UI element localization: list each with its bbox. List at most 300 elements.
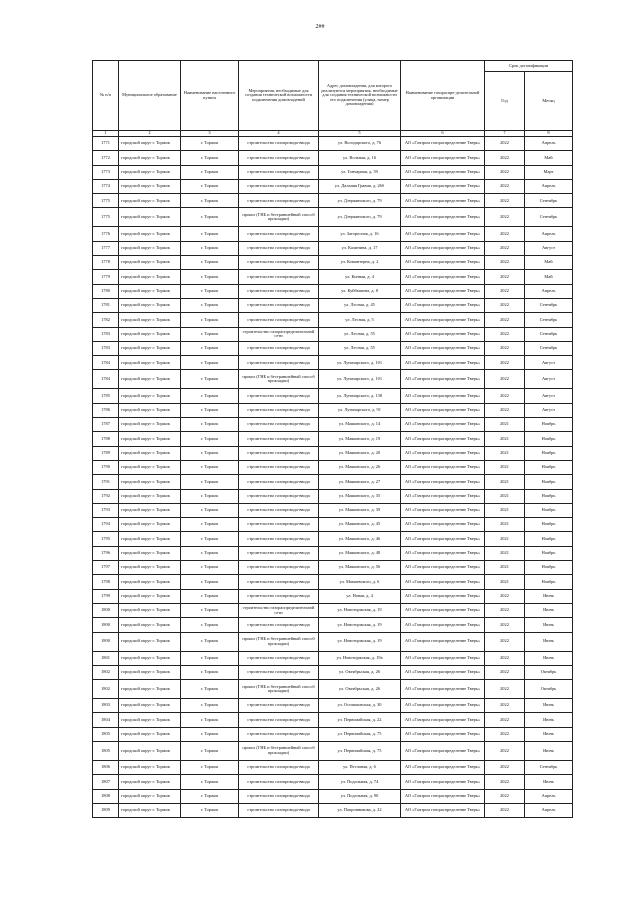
cell-month: Сентябрь (525, 760, 573, 774)
cell-settlement: г. Торжок (181, 313, 239, 327)
cell-settlement: г. Торжок (181, 194, 239, 208)
cell-no: 1781 (93, 298, 119, 312)
header-measures: Мероприятия, необходимые для создания технической возможности подключения домовладений (239, 61, 319, 131)
column-number: 3 (181, 131, 239, 137)
table-row (93, 741, 573, 760)
cell-measures: строительство газопровода-ввода (239, 356, 319, 370)
cell-municipality: городской округ г. Торжок (119, 713, 181, 727)
cell-year: 2021 (485, 546, 525, 560)
cell-address: ул. Новоторжская, д. 19 (319, 618, 401, 632)
cell-org: АО «Газпром газораспределение Тверь» (401, 137, 485, 151)
cell-measures: строительство газопровода-ввода (239, 298, 319, 312)
cell-org: АО «Газпром газораспределение Тверь» (401, 727, 485, 741)
cell-no: 1801 (93, 651, 119, 665)
cell-org: АО «Газпром газораспределение Тверь» (401, 760, 485, 774)
cell-measures: строительство газопровода-ввода (239, 489, 319, 503)
cell-measures: прокол (ГНБ и бестраншейный способ прокладки) (239, 632, 319, 651)
cell-municipality: городской округ г. Торжок (119, 341, 181, 355)
cell-address: ул. Маяковского, д. 48 (319, 546, 401, 560)
cell-settlement: г. Торжок (181, 208, 239, 227)
cell-month: Июнь (525, 632, 573, 651)
cell-address: ул. Новая, д. 4 (319, 589, 401, 603)
cell-no: 1785 (93, 389, 119, 403)
header-org: Наименование газораспре-делительной организации (401, 61, 485, 131)
table-row (93, 327, 573, 341)
cell-year: 2021 (485, 418, 525, 432)
gasification-table (92, 60, 573, 818)
cell-municipality: городской округ г. Торжок (119, 270, 181, 284)
cell-municipality: городской округ г. Торжок (119, 298, 181, 312)
cell-measures: строительство газопровода-ввода (239, 284, 319, 298)
cell-measures: строительство газопровода-ввода (239, 313, 319, 327)
cell-address: ул. Лесная, д. 5 (319, 313, 401, 327)
cell-settlement: г. Торжок (181, 446, 239, 460)
cell-settlement: г. Торжок (181, 460, 239, 474)
cell-address: ул. Гончарная, д. 59 (319, 165, 401, 179)
cell-address: ул. Маяковского, д. 14 (319, 418, 401, 432)
cell-settlement: г. Торжок (181, 151, 239, 165)
cell-settlement: г. Торжок (181, 298, 239, 312)
cell-no: 1771 (93, 137, 119, 151)
cell-month: Июнь (525, 713, 573, 727)
cell-year: 2021 (485, 460, 525, 474)
cell-settlement: г. Торжок (181, 179, 239, 193)
cell-year: 2022 (485, 632, 525, 651)
cell-org: АО «Газпром газораспределение Тверь» (401, 632, 485, 651)
cell-month: Сентябрь (525, 341, 573, 355)
cell-org: АО «Газпром газораспределение Тверь» (401, 341, 485, 355)
cell-settlement: г. Торжок (181, 475, 239, 489)
cell-settlement: г. Торжок (181, 356, 239, 370)
cell-month: Ноябрь (525, 418, 573, 432)
column-number: 4 (239, 131, 319, 137)
cell-year: 2021 (485, 503, 525, 517)
cell-municipality: городской округ г. Торжок (119, 789, 181, 803)
table-row (93, 575, 573, 589)
cell-settlement: г. Торжок (181, 327, 239, 341)
cell-month: Сентябрь (525, 313, 573, 327)
table-row (93, 489, 573, 503)
cell-measures: строительство газопровода-ввода (239, 699, 319, 713)
cell-address: ул. Маяковского, д. 56 (319, 561, 401, 575)
cell-municipality: городской округ г. Торжок (119, 518, 181, 532)
cell-settlement: г. Торжок (181, 713, 239, 727)
cell-year: 2021 (485, 489, 525, 503)
cell-address: ул. Заторосная, д. 16 (319, 227, 401, 241)
cell-org: АО «Газпром газораспределение Тверь» (401, 741, 485, 760)
cell-year: 2022 (485, 389, 525, 403)
cell-year: 2022 (485, 227, 525, 241)
cell-measures: строительство газопровода-ввода (239, 341, 319, 355)
cell-settlement: г. Торжок (181, 241, 239, 255)
cell-measures: строительство газопровода-ввода (239, 227, 319, 241)
cell-no: 1782 (93, 313, 119, 327)
cell-no: 1784 (93, 356, 119, 370)
cell-year: 2022 (485, 651, 525, 665)
cell-settlement: г. Торжок (181, 389, 239, 403)
table-row (93, 341, 573, 355)
cell-address: ул. Подольная, д. 74 (319, 775, 401, 789)
cell-year: 2022 (485, 680, 525, 699)
table-row (93, 589, 573, 603)
cell-month: Апрель (525, 284, 573, 298)
cell-settlement: г. Торжок (181, 432, 239, 446)
cell-org: АО «Газпром газораспределение Тверь» (401, 680, 485, 699)
cell-month: Июнь (525, 699, 573, 713)
cell-municipality: городской округ г. Торжок (119, 446, 181, 460)
table-row (93, 151, 573, 165)
cell-org: АО «Газпром газораспределение Тверь» (401, 699, 485, 713)
column-number: 8 (525, 131, 573, 137)
cell-address: ул. Первомайская, д. 75 (319, 741, 401, 760)
cell-year: 2022 (485, 789, 525, 803)
cell-address: ул. Октябрьская, д. 26 (319, 665, 401, 679)
cell-settlement: г. Торжок (181, 680, 239, 699)
cell-address: ул. Маяковского, д. 27 (319, 475, 401, 489)
cell-no: 1783 (93, 341, 119, 355)
cell-month: Сентябрь (525, 327, 573, 341)
cell-settlement: г. Торжок (181, 803, 239, 817)
cell-month: Ноябрь (525, 575, 573, 589)
cell-no: 1775 (93, 194, 119, 208)
cell-no: 1793 (93, 503, 119, 517)
cell-year: 2022 (485, 603, 525, 617)
cell-municipality: городской округ г. Торжок (119, 532, 181, 546)
cell-settlement: г. Торжок (181, 618, 239, 632)
header-municipality: Муниципальное образование (119, 61, 181, 131)
cell-no: 1807 (93, 775, 119, 789)
cell-no: 1792 (93, 489, 119, 503)
table-row (93, 618, 573, 632)
cell-address: ул. Дзержинского, д. 79 (319, 208, 401, 227)
cell-no: 1790 (93, 460, 119, 474)
cell-year: 2021 (485, 432, 525, 446)
table-row (93, 713, 573, 727)
cell-org: АО «Газпром газораспределение Тверь» (401, 618, 485, 632)
cell-no: 1805 (93, 741, 119, 760)
cell-measures: строительство газопровода-ввода (239, 194, 319, 208)
table-row (93, 208, 573, 227)
cell-municipality: городской округ г. Торжок (119, 137, 181, 151)
cell-settlement: г. Торжок (181, 227, 239, 241)
cell-no: 1777 (93, 241, 119, 255)
cell-org: АО «Газпром газораспределение Тверь» (401, 589, 485, 603)
cell-year: 2022 (485, 270, 525, 284)
cell-measures: строительство газопровода-ввода (239, 546, 319, 560)
cell-org: АО «Газпром газораспределение Тверь» (401, 432, 485, 446)
cell-address: ул. Маяковского, д. 19 (319, 432, 401, 446)
table-row (93, 194, 573, 208)
header-settlement: Наименование населенного пункта (181, 61, 239, 131)
cell-org: АО «Газпром газораспределение Тверь» (401, 313, 485, 327)
cell-measures: строительство газопровода-ввода (239, 665, 319, 679)
cell-year: 2022 (485, 179, 525, 193)
cell-no: 1772 (93, 151, 119, 165)
cell-measures: строительство газораспределительной сети (239, 327, 319, 341)
cell-settlement: г. Торжок (181, 561, 239, 575)
cell-municipality: городской округ г. Торжок (119, 241, 181, 255)
cell-measures: строительство газопровода-ввода (239, 137, 319, 151)
cell-no: 1794 (93, 518, 119, 532)
cell-municipality: городской округ г. Торжок (119, 165, 181, 179)
cell-settlement: г. Торжок (181, 403, 239, 417)
cell-municipality: городской округ г. Торжок (119, 651, 181, 665)
cell-address: ул. Подольная, д. 90 (319, 789, 401, 803)
cell-no: 1797 (93, 561, 119, 575)
cell-measures: прокол (ГНБ и бестраншейный способ прокладки) (239, 208, 319, 227)
cell-measures: прокол (ГНБ и бестраншейный способ прокладки) (239, 370, 319, 389)
cell-settlement: г. Торжок (181, 741, 239, 760)
table-row (93, 603, 573, 617)
cell-address: ул. Володарского, д. 76 (319, 137, 401, 151)
cell-settlement: г. Торжок (181, 284, 239, 298)
table-row (93, 727, 573, 741)
column-number: 7 (485, 131, 525, 137)
cell-measures: строительство газопровода-ввода (239, 403, 319, 417)
cell-no: 1784 (93, 370, 119, 389)
cell-measures: строительство газопровода-ввода (239, 589, 319, 603)
cell-year: 2022 (485, 327, 525, 341)
cell-municipality: городской округ г. Торжок (119, 665, 181, 679)
cell-measures: строительство газопровода-ввода (239, 270, 319, 284)
cell-measures: строительство газопровода-ввода (239, 418, 319, 432)
cell-month: Ноябрь (525, 489, 573, 503)
cell-org: АО «Газпром газораспределение Тверь» (401, 803, 485, 817)
cell-no: 1808 (93, 789, 119, 803)
cell-municipality: городской округ г. Торжок (119, 389, 181, 403)
cell-org: АО «Газпром газораспределение Тверь» (401, 546, 485, 560)
header-no: № п/п (93, 61, 119, 131)
cell-settlement: г. Торжок (181, 665, 239, 679)
cell-year: 2022 (485, 241, 525, 255)
cell-municipality: городской округ г. Торжок (119, 503, 181, 517)
cell-month: Апрель (525, 227, 573, 241)
cell-settlement: г. Торжок (181, 632, 239, 651)
cell-org: АО «Газпром газораспределение Тверь» (401, 518, 485, 532)
cell-municipality: городской округ г. Торжок (119, 775, 181, 789)
cell-month: Ноябрь (525, 432, 573, 446)
cell-no: 1773 (93, 165, 119, 179)
cell-org: АО «Газпром газораспределение Тверь» (401, 561, 485, 575)
cell-municipality: городской округ г. Торжок (119, 575, 181, 589)
cell-address: ул. Маяковского, д. 35 (319, 489, 401, 503)
cell-org: АО «Газпром газораспределение Тверь» (401, 284, 485, 298)
cell-month: Март (525, 165, 573, 179)
cell-no: 1804 (93, 713, 119, 727)
cell-month: Август (525, 370, 573, 389)
cell-address: ул. Маяковского, д. 39 (319, 503, 401, 517)
cell-no: 1799 (93, 589, 119, 603)
table-row (93, 651, 573, 665)
cell-month: Сентябрь (525, 194, 573, 208)
cell-year: 2022 (485, 341, 525, 355)
cell-measures: строительство газопровода-ввода (239, 432, 319, 446)
cell-year: 2021 (485, 475, 525, 489)
cell-year: 2022 (485, 713, 525, 727)
table-row (93, 370, 573, 389)
cell-org: АО «Газпром газораспределение Тверь» (401, 241, 485, 255)
cell-no: 1798 (93, 575, 119, 589)
cell-org: АО «Газпром газораспределение Тверь» (401, 475, 485, 489)
cell-org: АО «Газпром газораспределение Тверь» (401, 194, 485, 208)
cell-year: 2022 (485, 208, 525, 227)
cell-month: Ноябрь (525, 503, 573, 517)
cell-municipality: городской округ г. Торжок (119, 589, 181, 603)
cell-no: 1776 (93, 227, 119, 241)
cell-municipality: городской округ г. Торжок (119, 356, 181, 370)
cell-year: 2022 (485, 803, 525, 817)
cell-month: Октябрь (525, 665, 573, 679)
table-body (93, 137, 573, 818)
cell-municipality: городской округ г. Торжок (119, 489, 181, 503)
cell-no: 1805 (93, 727, 119, 741)
table-row (93, 518, 573, 532)
cell-settlement: г. Торжок (181, 532, 239, 546)
cell-year: 2022 (485, 356, 525, 370)
table-row (93, 503, 573, 517)
cell-year: 2022 (485, 760, 525, 774)
cell-address: ул. Луначарского, д. 138 (319, 389, 401, 403)
cell-no: 1783 (93, 327, 119, 341)
cell-settlement: г. Торжок (181, 341, 239, 355)
cell-municipality: городской округ г. Торжок (119, 475, 181, 489)
cell-address: ул. Коминтерна, д. 2 (319, 256, 401, 270)
table-row (93, 680, 573, 699)
cell-settlement: г. Торжок (181, 370, 239, 389)
table-row (93, 561, 573, 575)
cell-settlement: г. Торжок (181, 137, 239, 151)
cell-org: АО «Газпром газораспределение Тверь» (401, 775, 485, 789)
cell-municipality: городской округ г. Торжок (119, 313, 181, 327)
table-row (93, 532, 573, 546)
table-row (93, 389, 573, 403)
cell-settlement: г. Торжок (181, 760, 239, 774)
cell-org: АО «Газпром газораспределение Тверь» (401, 575, 485, 589)
cell-measures: строительство газопровода-ввода (239, 760, 319, 774)
cell-month: Май (525, 256, 573, 270)
cell-measures: прокол (ГНБ и бестраншейный способ прокладки) (239, 741, 319, 760)
cell-no: 1778 (93, 256, 119, 270)
cell-org: АО «Газпром газораспределение Тверь» (401, 227, 485, 241)
table-row (93, 313, 573, 327)
cell-month: Ноябрь (525, 546, 573, 560)
cell-org: АО «Газпром газораспределение Тверь» (401, 165, 485, 179)
table-row (93, 460, 573, 474)
cell-address: ул. Лесная, д. 55 (319, 327, 401, 341)
cell-year: 2022 (485, 727, 525, 741)
cell-municipality: городской округ г. Торжок (119, 418, 181, 432)
cell-measures: строительство газопровода-ввода (239, 165, 319, 179)
cell-no: 1800 (93, 603, 119, 617)
cell-org: АО «Газпром газораспределение Тверь» (401, 256, 485, 270)
header-address: Адрес домовладения, для которого реализуются мероприятия, необходимые для создания технической возможности его подключения (улица, номер домовладения) (319, 61, 401, 131)
cell-month: Август (525, 403, 573, 417)
cell-municipality: городской округ г. Торжок (119, 680, 181, 699)
cell-month: Ноябрь (525, 446, 573, 460)
cell-settlement: г. Торжок (181, 546, 239, 560)
cell-org: АО «Газпром газораспределение Тверь» (401, 208, 485, 227)
cell-address: ул. Куйбышева, д. 8 (319, 284, 401, 298)
table-row (93, 137, 573, 151)
header-year: Год (485, 72, 525, 131)
cell-address: ул. Луначарского, д. 101 (319, 370, 401, 389)
cell-no: 1775 (93, 208, 119, 227)
cell-measures: строительство газопровода-ввода (239, 151, 319, 165)
cell-year: 2021 (485, 446, 525, 460)
cell-month: Июнь (525, 618, 573, 632)
cell-settlement: г. Торжок (181, 727, 239, 741)
cell-month: Сентябрь (525, 298, 573, 312)
cell-measures: строительство газопровода-ввода (239, 575, 319, 589)
cell-address: ул. Новоторжская, д. 19а (319, 651, 401, 665)
cell-measures: строительство газопровода-ввода (239, 460, 319, 474)
cell-municipality: городской округ г. Торжок (119, 803, 181, 817)
cell-settlement: г. Торжок (181, 270, 239, 284)
table-row (93, 284, 573, 298)
table-row (93, 446, 573, 460)
cell-year: 2021 (485, 518, 525, 532)
cell-month: Ноябрь (525, 475, 573, 489)
cell-month: Сентябрь (525, 208, 573, 227)
cell-org: АО «Газпром газораспределение Тверь» (401, 327, 485, 341)
table-row (93, 270, 573, 284)
cell-org: АО «Газпром газораспределение Тверь» (401, 489, 485, 503)
cell-month: Май (525, 270, 573, 284)
cell-org: АО «Газпром газораспределение Тверь» (401, 503, 485, 517)
cell-year: 2022 (485, 194, 525, 208)
cell-no: 1789 (93, 446, 119, 460)
cell-org: АО «Газпром газораспределение Тверь» (401, 460, 485, 474)
table-row (93, 256, 573, 270)
cell-year: 2021 (485, 561, 525, 575)
column-number: 5 (319, 131, 401, 137)
cell-year: 2022 (485, 775, 525, 789)
cell-measures: строительство газопровода-ввода (239, 179, 319, 193)
table-row (93, 418, 573, 432)
cell-municipality: городской округ г. Торжок (119, 370, 181, 389)
table-row (93, 789, 573, 803)
cell-address: ул. Первомайская, д. 22 (319, 713, 401, 727)
cell-org: АО «Газпром газораспределение Тверь» (401, 651, 485, 665)
cell-month: Ноябрь (525, 532, 573, 546)
cell-month: Октябрь (525, 680, 573, 699)
table-row (93, 227, 573, 241)
table-row (93, 775, 573, 789)
cell-no: 1786 (93, 403, 119, 417)
table-row (93, 760, 573, 774)
cell-municipality: городской округ г. Торжок (119, 284, 181, 298)
cell-year: 2022 (485, 165, 525, 179)
cell-settlement: г. Торжок (181, 256, 239, 270)
cell-no: 1791 (93, 475, 119, 489)
cell-address: ул. Первомайская, д. 75 (319, 727, 401, 741)
cell-month: Апрель (525, 803, 573, 817)
table-row (93, 632, 573, 651)
cell-month: Ноябрь (525, 518, 573, 532)
cell-municipality: городской округ г. Торжок (119, 179, 181, 193)
cell-no: 1800 (93, 618, 119, 632)
cell-measures: строительство газопровода-ввода (239, 241, 319, 255)
cell-settlement: г. Торжок (181, 165, 239, 179)
cell-measures: строительство газопровода-ввода (239, 713, 319, 727)
cell-no: 1796 (93, 546, 119, 560)
cell-address: ул. Дальняя Гравия, д. 26б (319, 179, 401, 193)
cell-no: 1809 (93, 803, 119, 817)
cell-municipality: городской округ г. Торжок (119, 327, 181, 341)
table-row (93, 665, 573, 679)
cell-measures: строительство газопровода-ввода (239, 775, 319, 789)
cell-settlement: г. Торжок (181, 589, 239, 603)
